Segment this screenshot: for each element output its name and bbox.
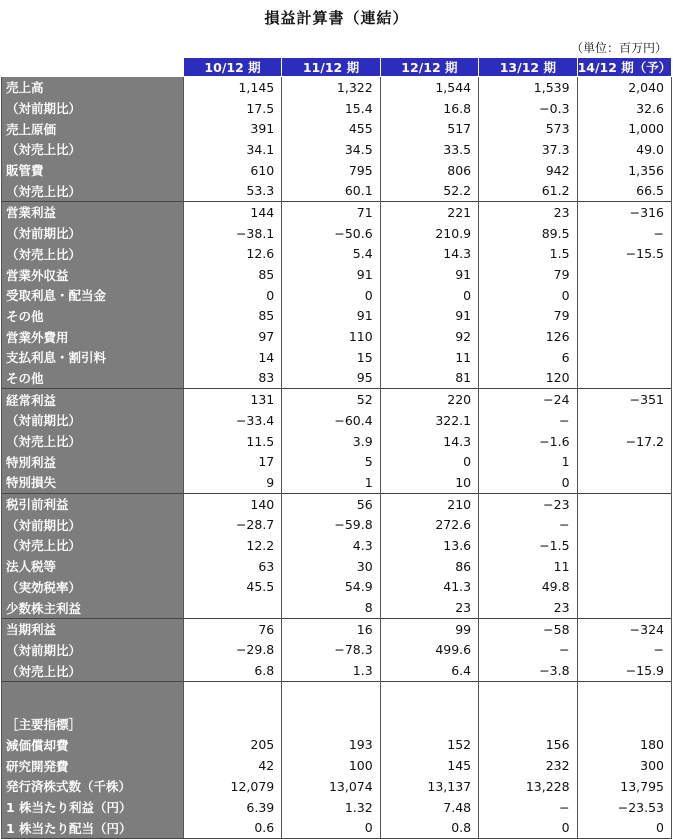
value-cell: 6.39 bbox=[183, 797, 281, 818]
table-row bbox=[2, 755, 672, 776]
value-cell: 13,228 bbox=[479, 776, 577, 797]
value-cell: 12,079 bbox=[183, 776, 281, 797]
row-label: 営業外費用 bbox=[2, 326, 184, 347]
value-cell bbox=[282, 681, 380, 714]
value-cell: 52 bbox=[282, 389, 380, 410]
value-cell: 15.4 bbox=[282, 98, 380, 119]
table-row bbox=[2, 618, 672, 639]
value-cell bbox=[183, 714, 281, 735]
value-cell: −0.3 bbox=[479, 98, 577, 119]
row-label: 特別利益 bbox=[2, 451, 184, 472]
table-row bbox=[2, 472, 672, 493]
value-cell bbox=[577, 714, 671, 735]
value-cell: − bbox=[479, 640, 577, 661]
row-label: （対前期比） bbox=[2, 640, 184, 661]
value-cell: 1.32 bbox=[282, 797, 380, 818]
value-cell: 92 bbox=[380, 326, 478, 347]
value-cell: 23 bbox=[380, 597, 478, 618]
value-cell: − bbox=[479, 514, 577, 535]
value-cell bbox=[577, 264, 671, 285]
value-cell: 12.6 bbox=[183, 244, 281, 265]
table-row bbox=[2, 180, 672, 201]
value-cell: 499.6 bbox=[380, 640, 478, 661]
value-cell: 13,074 bbox=[282, 776, 380, 797]
value-cell bbox=[479, 714, 577, 735]
value-cell: 34.1 bbox=[183, 139, 281, 160]
table-row bbox=[2, 776, 672, 797]
row-label: （対前期比） bbox=[2, 98, 184, 119]
row-label: 少数株主利益 bbox=[2, 597, 184, 618]
value-cell: 14.3 bbox=[380, 244, 478, 265]
table-row bbox=[2, 660, 672, 681]
unit-note: （単位：百万円） bbox=[570, 41, 667, 55]
value-cell: 32.6 bbox=[577, 98, 671, 119]
value-cell: 6.8 bbox=[183, 660, 281, 681]
value-cell bbox=[577, 556, 671, 577]
value-cell: 517 bbox=[380, 118, 478, 139]
header-row bbox=[2, 58, 672, 77]
value-cell: 391 bbox=[183, 118, 281, 139]
period-header: 13/12 期 bbox=[479, 58, 577, 77]
value-cell: 0 bbox=[479, 817, 577, 838]
value-cell: 1,544 bbox=[380, 77, 478, 98]
value-cell: 53.3 bbox=[183, 180, 281, 201]
value-cell bbox=[577, 285, 671, 306]
value-cell bbox=[577, 368, 671, 389]
table-row bbox=[2, 681, 672, 714]
value-cell: 8 bbox=[282, 597, 380, 618]
value-cell: 1,322 bbox=[282, 77, 380, 98]
value-cell: 16.8 bbox=[380, 98, 478, 119]
value-cell: 33.5 bbox=[380, 139, 478, 160]
value-cell: 60.1 bbox=[282, 180, 380, 201]
table-row bbox=[2, 577, 672, 598]
value-cell: 13,795 bbox=[577, 776, 671, 797]
value-cell bbox=[282, 714, 380, 735]
value-cell: 7.48 bbox=[380, 797, 478, 818]
value-cell: 0.6 bbox=[183, 817, 281, 838]
table-row bbox=[2, 77, 672, 98]
value-cell: 232 bbox=[479, 755, 577, 776]
value-cell: 0 bbox=[380, 285, 478, 306]
value-cell: 85 bbox=[183, 306, 281, 327]
value-cell: 91 bbox=[380, 264, 478, 285]
value-cell: − bbox=[577, 223, 671, 244]
value-cell: 3.9 bbox=[282, 431, 380, 452]
row-label: 売上高 bbox=[2, 77, 184, 98]
value-cell: 0 bbox=[479, 472, 577, 493]
value-cell: 17 bbox=[183, 451, 281, 472]
value-cell: 1,000 bbox=[577, 118, 671, 139]
value-cell: 23 bbox=[479, 202, 577, 223]
value-cell bbox=[577, 326, 671, 347]
value-cell: 205 bbox=[183, 735, 281, 756]
table-row bbox=[2, 514, 672, 535]
value-cell: 120 bbox=[479, 368, 577, 389]
table-row bbox=[2, 202, 672, 223]
value-cell: − bbox=[479, 410, 577, 431]
row-label: 販管費 bbox=[2, 160, 184, 181]
value-cell: 806 bbox=[380, 160, 478, 181]
value-cell: −15.9 bbox=[577, 660, 671, 681]
row-label: （実効税率） bbox=[2, 577, 184, 598]
value-cell: 49.0 bbox=[577, 139, 671, 160]
row-label: （対前期比） bbox=[2, 514, 184, 535]
value-cell: 11 bbox=[479, 556, 577, 577]
table-row bbox=[2, 368, 672, 389]
value-cell bbox=[183, 597, 281, 618]
row-label: （対前期比） bbox=[2, 410, 184, 431]
row-label bbox=[2, 681, 184, 714]
value-cell: 0.8 bbox=[380, 817, 478, 838]
value-cell bbox=[577, 577, 671, 598]
value-cell: 91 bbox=[282, 306, 380, 327]
row-label: その他 bbox=[2, 368, 184, 389]
value-cell: 0 bbox=[479, 285, 577, 306]
table-row bbox=[2, 264, 672, 285]
table-row bbox=[2, 431, 672, 452]
table-row bbox=[2, 556, 672, 577]
value-cell: 23 bbox=[479, 597, 577, 618]
table-row bbox=[2, 451, 672, 472]
value-cell: 942 bbox=[479, 160, 577, 181]
value-cell: 272.6 bbox=[380, 514, 478, 535]
value-cell: 4.3 bbox=[282, 535, 380, 556]
value-cell: 76 bbox=[183, 618, 281, 639]
table-row bbox=[2, 535, 672, 556]
row-label: 支払利息・割引料 bbox=[2, 347, 184, 368]
value-cell: 56 bbox=[282, 493, 380, 514]
value-cell: −29.8 bbox=[183, 640, 281, 661]
table-row bbox=[2, 597, 672, 618]
table-row bbox=[2, 797, 672, 818]
value-cell: 152 bbox=[380, 735, 478, 756]
value-cell: 89.5 bbox=[479, 223, 577, 244]
value-cell bbox=[577, 410, 671, 431]
value-cell: 11 bbox=[380, 347, 478, 368]
value-cell: 5.4 bbox=[282, 244, 380, 265]
value-cell: 0 bbox=[577, 817, 671, 838]
table-row bbox=[2, 640, 672, 661]
row-label: 営業外収益 bbox=[2, 264, 184, 285]
table-row bbox=[2, 118, 672, 139]
value-cell bbox=[577, 681, 671, 714]
value-cell: −33.4 bbox=[183, 410, 281, 431]
value-cell: −15.5 bbox=[577, 244, 671, 265]
value-cell bbox=[577, 514, 671, 535]
table-row bbox=[2, 389, 672, 410]
value-cell: 79 bbox=[479, 264, 577, 285]
value-cell: 1.5 bbox=[479, 244, 577, 265]
row-label: ［主要指標］ bbox=[2, 714, 184, 735]
period-header: 10/12 期 bbox=[183, 58, 281, 77]
income-statement-table bbox=[1, 57, 672, 839]
value-cell bbox=[577, 347, 671, 368]
row-label: （対前期比） bbox=[2, 223, 184, 244]
row-label: 経常利益 bbox=[2, 389, 184, 410]
value-cell: −23 bbox=[479, 493, 577, 514]
value-cell: 322.1 bbox=[380, 410, 478, 431]
value-cell bbox=[183, 681, 281, 714]
row-label: 税引前利益 bbox=[2, 493, 184, 514]
value-cell: 1,539 bbox=[479, 77, 577, 98]
value-cell: −1.5 bbox=[479, 535, 577, 556]
value-cell: −1.6 bbox=[479, 431, 577, 452]
value-cell: 795 bbox=[282, 160, 380, 181]
value-cell: 13.6 bbox=[380, 535, 478, 556]
value-cell: 14.3 bbox=[380, 431, 478, 452]
value-cell: 1 bbox=[282, 472, 380, 493]
value-cell: 110 bbox=[282, 326, 380, 347]
value-cell: − bbox=[577, 640, 671, 661]
value-cell: −17.2 bbox=[577, 431, 671, 452]
value-cell: 66.5 bbox=[577, 180, 671, 201]
table-row bbox=[2, 139, 672, 160]
row-label: 売上原価 bbox=[2, 118, 184, 139]
row-label: 発行済株式数（千株） bbox=[2, 776, 184, 797]
table-row bbox=[2, 326, 672, 347]
value-cell bbox=[577, 597, 671, 618]
table-row bbox=[2, 493, 672, 514]
row-label: 1 株当たり配当（円） bbox=[2, 817, 184, 838]
table-row bbox=[2, 160, 672, 181]
value-cell: −50.6 bbox=[282, 223, 380, 244]
row-label: （対売上比） bbox=[2, 535, 184, 556]
value-cell: 140 bbox=[183, 493, 281, 514]
value-cell: 15 bbox=[282, 347, 380, 368]
row-label: （対売上比） bbox=[2, 139, 184, 160]
value-cell: − bbox=[479, 797, 577, 818]
value-cell: 2,040 bbox=[577, 77, 671, 98]
row-label: 受取利息・配当金 bbox=[2, 285, 184, 306]
value-cell: 16 bbox=[282, 618, 380, 639]
table-row bbox=[2, 347, 672, 368]
value-cell: −58 bbox=[479, 618, 577, 639]
value-cell: −28.7 bbox=[183, 514, 281, 535]
period-header: 12/12 期 bbox=[380, 58, 478, 77]
value-cell: 0 bbox=[380, 451, 478, 472]
value-cell: 573 bbox=[479, 118, 577, 139]
value-cell: 300 bbox=[577, 755, 671, 776]
value-cell: 11.5 bbox=[183, 431, 281, 452]
value-cell bbox=[577, 451, 671, 472]
value-cell: 144 bbox=[183, 202, 281, 223]
value-cell: −38.1 bbox=[183, 223, 281, 244]
period-header: 14/12 期（予） bbox=[577, 58, 671, 77]
value-cell: 17.5 bbox=[183, 98, 281, 119]
value-cell: 6.4 bbox=[380, 660, 478, 681]
document-title: 損益計算書（連結） bbox=[264, 9, 409, 27]
value-cell: 97 bbox=[183, 326, 281, 347]
row-label: （対売上比） bbox=[2, 180, 184, 201]
value-cell: 52.2 bbox=[380, 180, 478, 201]
value-cell: 220 bbox=[380, 389, 478, 410]
value-cell: −24 bbox=[479, 389, 577, 410]
value-cell bbox=[577, 306, 671, 327]
value-cell: 95 bbox=[282, 368, 380, 389]
value-cell: 1,356 bbox=[577, 160, 671, 181]
value-cell: 610 bbox=[183, 160, 281, 181]
value-cell: 14 bbox=[183, 347, 281, 368]
value-cell: −23.53 bbox=[577, 797, 671, 818]
value-cell: −78.3 bbox=[282, 640, 380, 661]
value-cell: 79 bbox=[479, 306, 577, 327]
value-cell: 86 bbox=[380, 556, 478, 577]
row-label: 特別損失 bbox=[2, 472, 184, 493]
table-row bbox=[2, 223, 672, 244]
value-cell: 100 bbox=[282, 755, 380, 776]
value-cell: 221 bbox=[380, 202, 478, 223]
row-label: （対売上比） bbox=[2, 244, 184, 265]
row-label: 当期利益 bbox=[2, 618, 184, 639]
value-cell: 10 bbox=[380, 472, 478, 493]
table-row bbox=[2, 817, 672, 838]
value-cell: 34.5 bbox=[282, 139, 380, 160]
value-cell: 6 bbox=[479, 347, 577, 368]
value-cell bbox=[577, 535, 671, 556]
value-cell bbox=[577, 472, 671, 493]
value-cell: 0 bbox=[282, 817, 380, 838]
value-cell: 83 bbox=[183, 368, 281, 389]
value-cell: −351 bbox=[577, 389, 671, 410]
value-cell: 41.3 bbox=[380, 577, 478, 598]
value-cell: −59.8 bbox=[282, 514, 380, 535]
table-row bbox=[2, 98, 672, 119]
table-row bbox=[2, 244, 672, 265]
row-label: 営業利益 bbox=[2, 202, 184, 223]
value-cell: −60.4 bbox=[282, 410, 380, 431]
value-cell: 210.9 bbox=[380, 223, 478, 244]
value-cell: 37.3 bbox=[479, 139, 577, 160]
value-cell: 5 bbox=[282, 451, 380, 472]
row-label: 研究開発費 bbox=[2, 755, 184, 776]
value-cell: 156 bbox=[479, 735, 577, 756]
value-cell: 131 bbox=[183, 389, 281, 410]
row-label: 法人税等 bbox=[2, 556, 184, 577]
value-cell: 1 bbox=[479, 451, 577, 472]
value-cell bbox=[577, 493, 671, 514]
value-cell bbox=[479, 681, 577, 714]
value-cell: 45.5 bbox=[183, 577, 281, 598]
table-row bbox=[2, 410, 672, 431]
value-cell: 0 bbox=[183, 285, 281, 306]
value-cell: 49.8 bbox=[479, 577, 577, 598]
row-label: （対売上比） bbox=[2, 660, 184, 681]
row-label: その他 bbox=[2, 306, 184, 327]
row-label: 減価償却費 bbox=[2, 735, 184, 756]
value-cell: 99 bbox=[380, 618, 478, 639]
header-corner bbox=[2, 58, 184, 77]
value-cell: 455 bbox=[282, 118, 380, 139]
period-header: 11/12 期 bbox=[282, 58, 380, 77]
value-cell: 0 bbox=[282, 285, 380, 306]
value-cell: −316 bbox=[577, 202, 671, 223]
value-cell: 85 bbox=[183, 264, 281, 285]
value-cell: 61.2 bbox=[479, 180, 577, 201]
value-cell: 13,137 bbox=[380, 776, 478, 797]
row-label: 1 株当たり利益（円） bbox=[2, 797, 184, 818]
value-cell: 193 bbox=[282, 735, 380, 756]
table-row bbox=[2, 306, 672, 327]
value-cell: 145 bbox=[380, 755, 478, 776]
table-row bbox=[2, 714, 672, 735]
value-cell: 63 bbox=[183, 556, 281, 577]
value-cell: 210 bbox=[380, 493, 478, 514]
value-cell: 30 bbox=[282, 556, 380, 577]
value-cell: 71 bbox=[282, 202, 380, 223]
value-cell: 12.2 bbox=[183, 535, 281, 556]
value-cell: −324 bbox=[577, 618, 671, 639]
row-label: （対売上比） bbox=[2, 431, 184, 452]
value-cell bbox=[380, 681, 478, 714]
value-cell: 54.9 bbox=[282, 577, 380, 598]
value-cell: 180 bbox=[577, 735, 671, 756]
value-cell: 9 bbox=[183, 472, 281, 493]
value-cell: 126 bbox=[479, 326, 577, 347]
value-cell bbox=[380, 714, 478, 735]
table-row bbox=[2, 285, 672, 306]
value-cell: 1,145 bbox=[183, 77, 281, 98]
value-cell: 81 bbox=[380, 368, 478, 389]
value-cell: 91 bbox=[282, 264, 380, 285]
value-cell: 91 bbox=[380, 306, 478, 327]
table-row bbox=[2, 735, 672, 756]
table-body bbox=[2, 77, 672, 839]
value-cell: 42 bbox=[183, 755, 281, 776]
value-cell: 1.3 bbox=[282, 660, 380, 681]
value-cell: −3.8 bbox=[479, 660, 577, 681]
